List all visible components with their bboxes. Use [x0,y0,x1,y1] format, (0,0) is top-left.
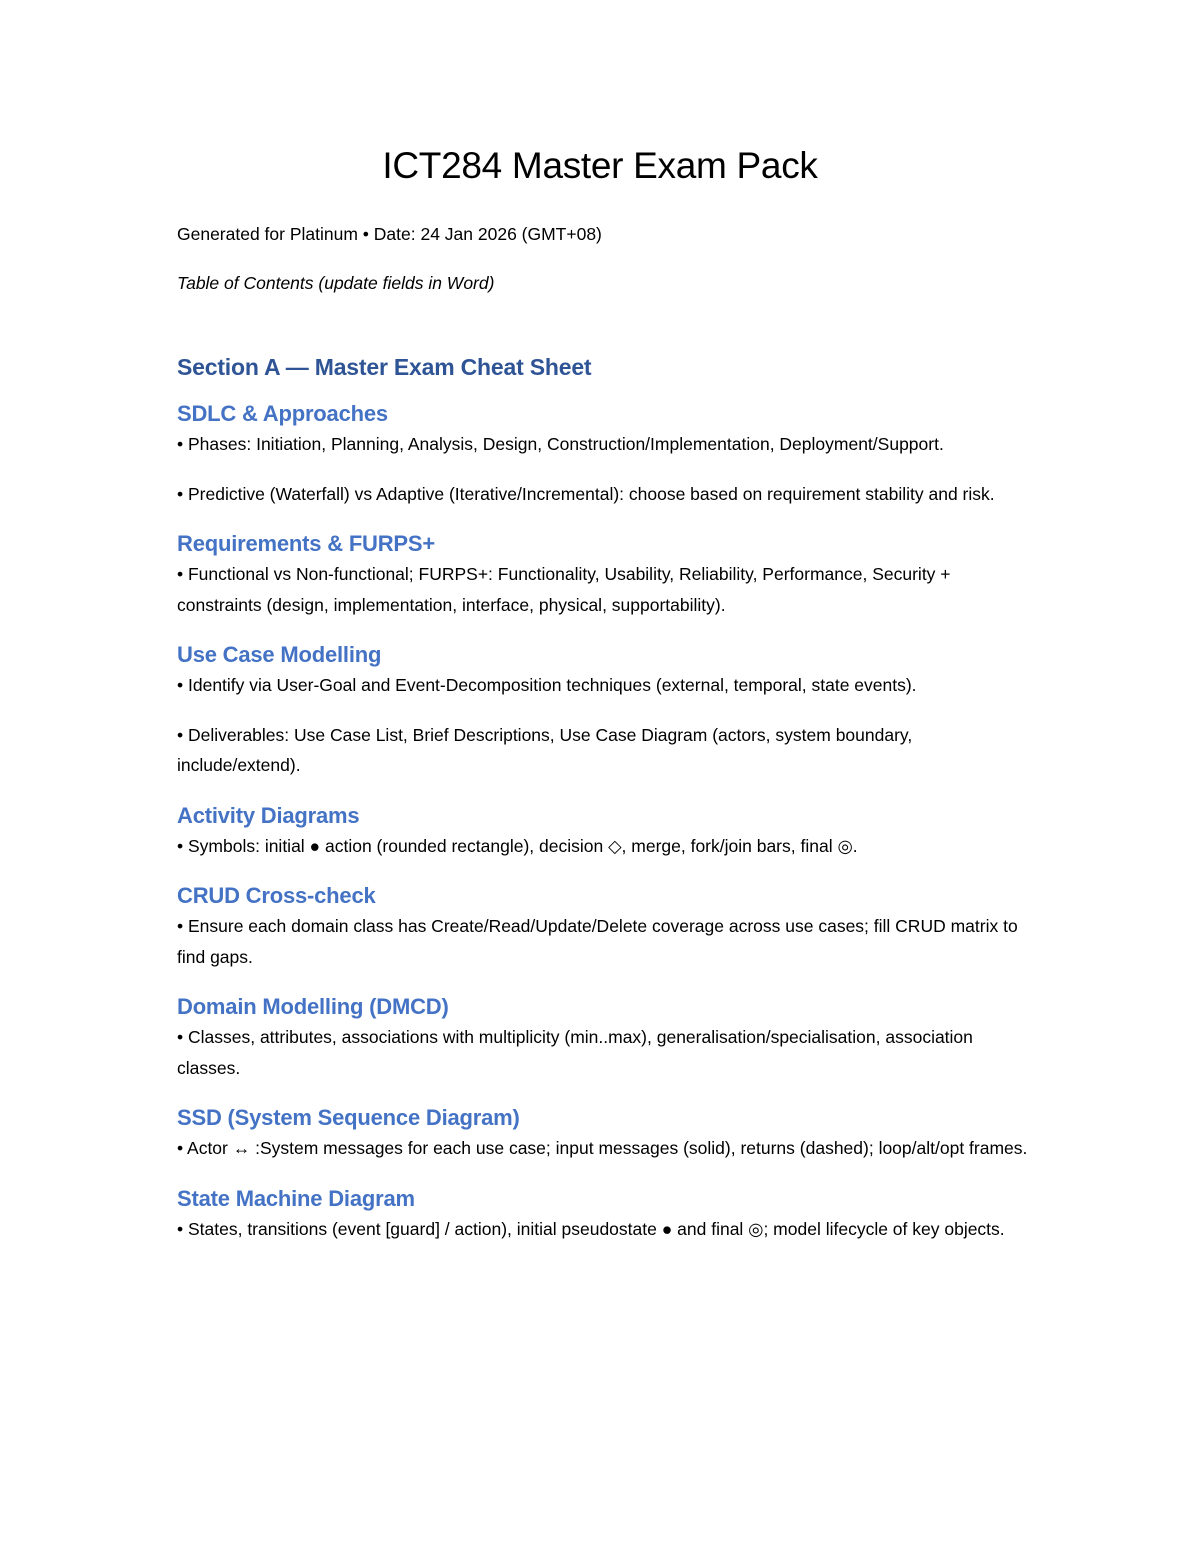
subsection [177,1103,1037,1164]
subsection [177,640,1037,781]
subsection-heading: Activity Diagrams [177,802,360,828]
generated-meta: Generated for Platinum • Date: 24 Jan 2026 (GMT+08) [177,224,602,244]
subsection [177,992,1037,1083]
subsection-list [177,399,1037,1244]
subsection-heading: Domain Modelling (DMCD) [177,994,449,1019]
bullet-item: • Phases: Initiation, Planning, Analysis, Design, Construction/Implementation, Deployment/Support. [177,434,944,454]
subsection [177,881,1037,972]
bullet-item: • States, transitions (event [guard] / action), initial pseudostate ● and final ◎; model lifecycle of key objects. [177,1218,1005,1239]
bullet-item: • Deliverables: Use Case List, Brief Descriptions, Use Case Diagram (actors, system boundary, include/extend). [177,724,913,775]
section-heading: Section A — Master Exam Cheat Sheet [177,354,592,380]
subsection-heading: SDLC & Approaches [177,401,388,426]
bullet-item: • Symbols: initial ● action (rounded rectangle), decision ◇, merge, fork/join bars, final ◎. [177,835,858,856]
subsection-heading: CRUD Cross-check [177,883,376,908]
bullet-item: • Ensure each domain class has Create/Read/Update/Delete coverage across use cases; fill CRUD matrix to find gaps. [177,916,1018,967]
document-title: ICT284 Master Exam Pack [382,145,818,186]
subsection [177,1184,1037,1245]
subsection [177,399,1037,509]
bullet-item: • Classes, attributes, associations with multiplicity (min..max), generalisation/specialisation, association classes. [177,1027,973,1078]
document-body [177,140,1037,1244]
subsection-heading: SSD (System Sequence Diagram) [177,1105,520,1130]
subsection-heading: State Machine Diagram [177,1185,415,1211]
subsection-heading: Use Case Modelling [177,642,382,667]
subsection [177,801,1037,862]
bullet-item: • Actor ↔ :System messages for each use case; input messages (solid), returns (dashed); loop/alt/opt frames. [177,1138,1028,1158]
bullet-item: • Predictive (Waterfall) vs Adaptive (Iterative/Incremental): choose based on requirement stability and risk. [177,483,995,504]
subsection-heading: Requirements & FURPS+ [177,531,436,556]
bullet-item: • Identify via User-Goal and Event-Decomposition techniques (external, temporal, state events). [177,675,917,695]
subsection [177,529,1037,620]
toc-note: Table of Contents (update fields in Word) [177,273,495,293]
bullet-item: • Functional vs Non-functional; FURPS+: Functionality, Usability, Reliability, Performance, Security + constraints (design, implementation, interface, physical, supportability). [177,564,951,615]
